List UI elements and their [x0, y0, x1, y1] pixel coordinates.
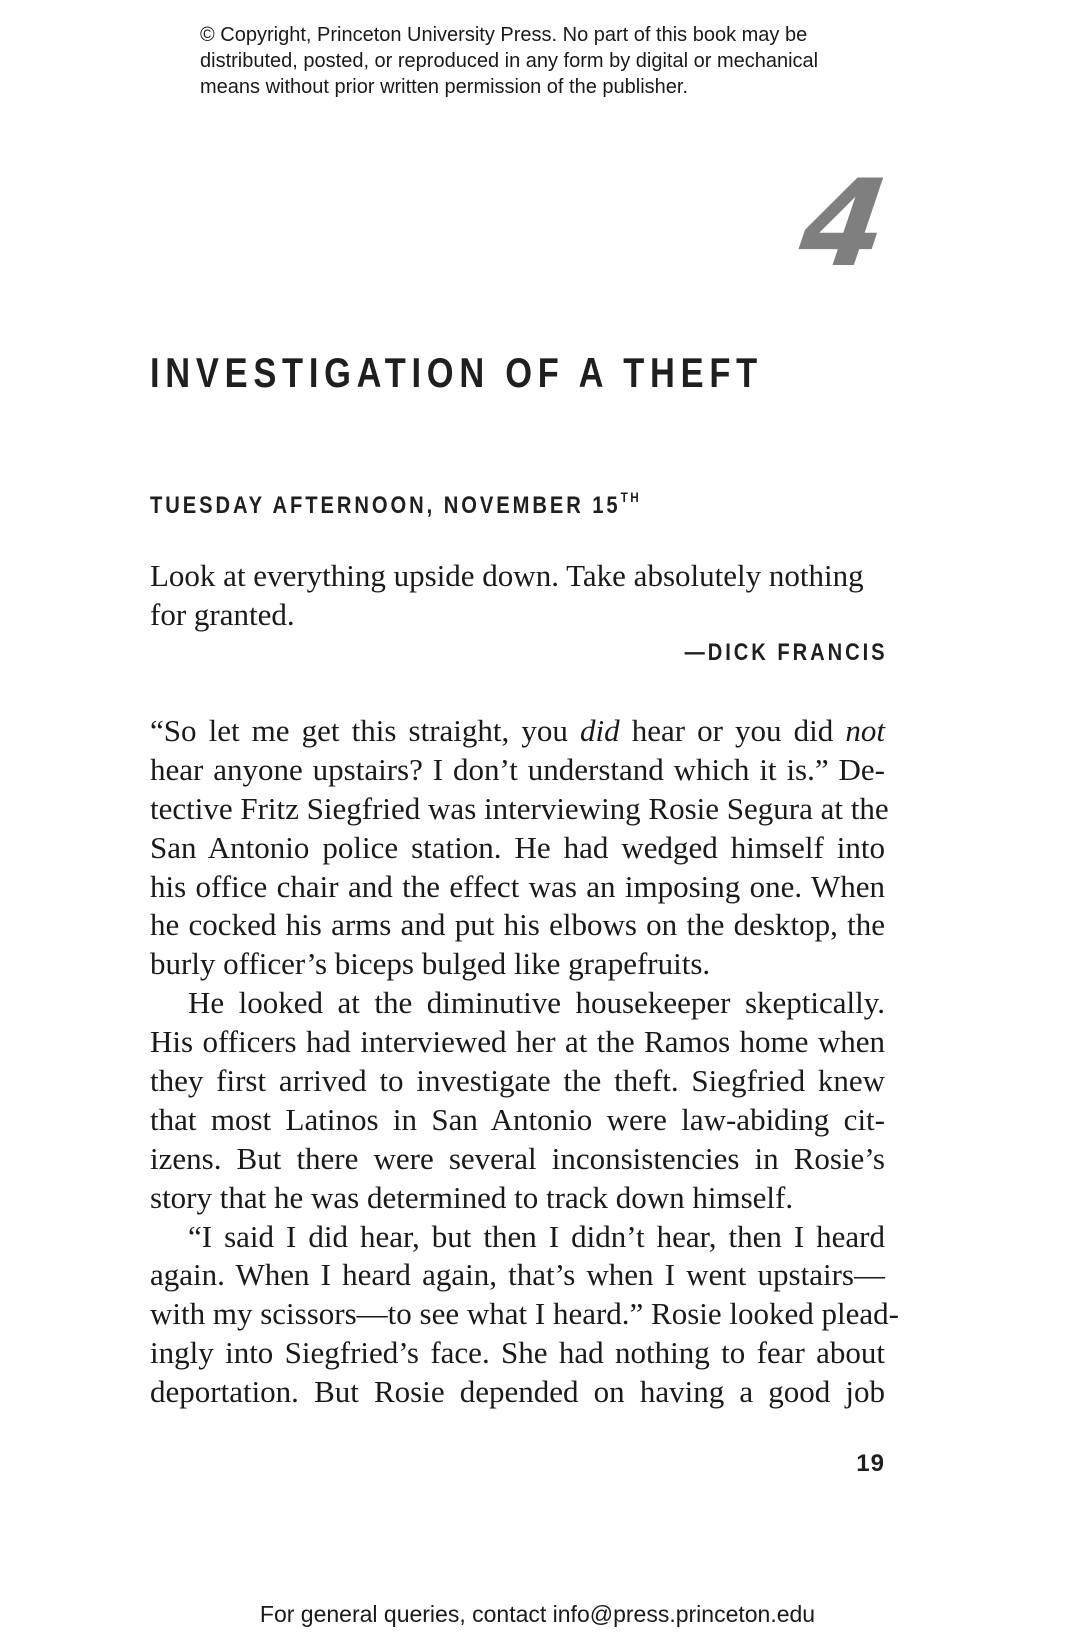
body-line: [150, 712, 885, 751]
chapter-date-line: [150, 484, 641, 521]
date-ordinal-suffix: TH: [620, 489, 642, 505]
copyright-notice: [200, 22, 900, 100]
body-line: again. When I heard again, that’s when I went upstairs—: [150, 1257, 885, 1293]
body-line: he cocked his arms and put his elbows on the desktop, the: [150, 907, 885, 943]
body-line: “I said I did hear, but then I didn’t hear, then I heard: [188, 1218, 885, 1254]
body-line: his office chair and the effect was an imposing one. When: [150, 868, 885, 904]
body-line: they first arrived to investigate the theft. Siegfried knew: [150, 1063, 885, 1099]
body-line: He looked at the diminutive housekeeper skeptically.: [188, 985, 885, 1021]
epigraph: [150, 556, 885, 634]
body-line: His officers had interviewed her at the Ramos home when: [150, 1024, 885, 1060]
body-line: with my scissors—to see what I heard.” Rosie looked plead-: [150, 1296, 899, 1332]
page-number: 19: [856, 1450, 885, 1477]
epigraph-attribution: —DICK FRANCIS: [684, 639, 887, 666]
body-line: tective Fritz Siegfried was interviewing Rosie Segura at the: [150, 790, 889, 826]
chapter-body: [150, 712, 899, 1412]
copyright-line: © Copyright, Princeton University Press. No part of this book may be: [200, 24, 808, 46]
copyright-line: distributed, posted, or reproduced in any form by digital or mechanical: [200, 50, 819, 72]
body-line: ingly into Siegfried’s face. She had nothing to fear about: [150, 1335, 885, 1371]
date-text: TUESDAY AFTERNOON, NOVEMBER 15: [150, 492, 621, 519]
chapter-title: INVESTIGATION OF A THEFT: [150, 349, 763, 396]
chapter-number: 4: [791, 155, 895, 294]
body-line: deportation. But Rosie depended on having a good job: [150, 1374, 885, 1410]
body-line: San Antonio police station. He had wedged himself into: [150, 829, 885, 865]
body-line: burly officer’s biceps bulged like grapefruits.: [150, 946, 711, 982]
body-text-run: “So let me get this straight, you: [150, 713, 580, 748]
body-line: that most Latinos in San Antonio were law-abiding cit-: [150, 1101, 885, 1137]
emphasis-did: did: [579, 713, 620, 748]
copyright-line: means without prior written permission of the publisher.: [200, 76, 689, 98]
footer-contact: For general queries, contact info@press.princeton.edu: [259, 1601, 816, 1627]
epigraph-line: Look at everything upside down. Take absolutely nothing: [150, 558, 864, 593]
body-line: hear anyone upstairs? I don’t understand which it is.” De-: [150, 751, 885, 787]
epigraph-line: for granted.: [150, 597, 295, 632]
body-line: izens. But there were several inconsistencies in Rosie’s: [150, 1140, 885, 1176]
body-line: story that he was determined to track down himself.: [150, 1179, 794, 1215]
emphasis-not: not: [845, 713, 885, 748]
body-text-run: hear or you did: [619, 713, 846, 748]
